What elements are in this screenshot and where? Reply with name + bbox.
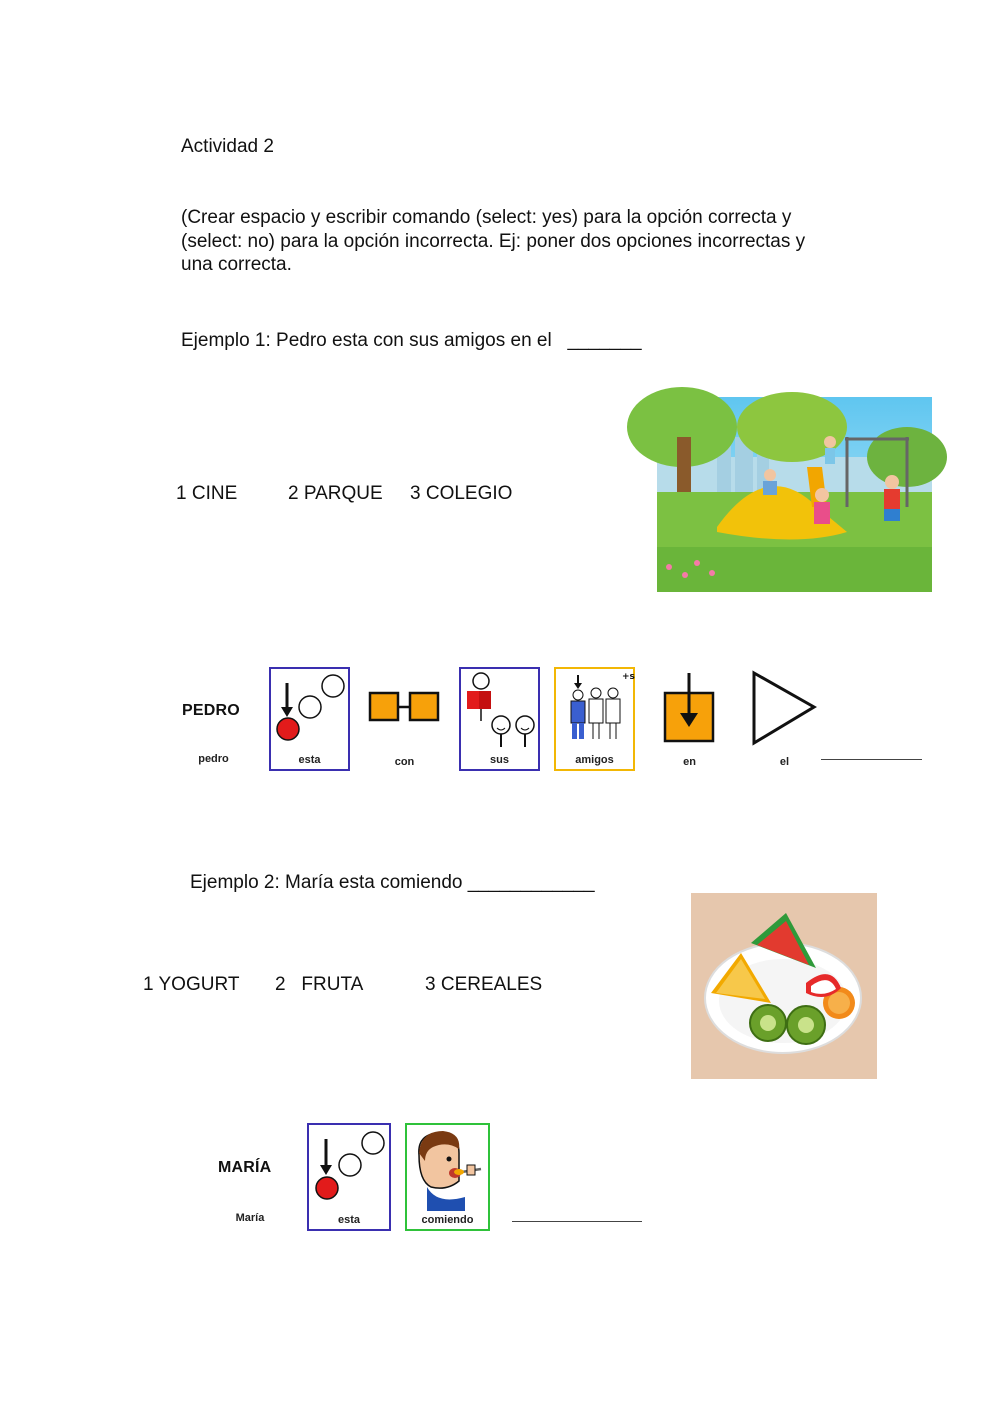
sus-caption: sus bbox=[490, 754, 509, 766]
en-icon bbox=[649, 667, 730, 749]
amigos-icon bbox=[556, 669, 633, 751]
example2-option-2[interactable]: 2 FRUTA bbox=[275, 974, 364, 995]
example2-answer-blank[interactable] bbox=[512, 1221, 642, 1222]
fruit-plate-illustration bbox=[691, 893, 877, 1079]
example1-option-3[interactable]: 3 COLEGIO bbox=[410, 483, 513, 504]
esta-icon bbox=[309, 1125, 389, 1211]
sus-icon bbox=[461, 669, 538, 751]
example1-prompt: Ejemplo 1: Pedro esta con sus amigos en el _______ bbox=[181, 330, 642, 351]
plural-mark: +s bbox=[622, 672, 635, 682]
con-icon bbox=[364, 667, 445, 749]
example1-answer-blank[interactable] bbox=[821, 759, 922, 760]
esta-pictogram-2[interactable] bbox=[307, 1123, 391, 1231]
amigos-caption: amigos bbox=[575, 754, 614, 766]
maria-caption: María bbox=[235, 1212, 265, 1224]
example2-option-1[interactable]: 1 YOGURT bbox=[143, 974, 240, 995]
con-caption: con bbox=[394, 756, 415, 768]
example1-option-2[interactable]: 2 PARQUE bbox=[288, 483, 383, 504]
example2-option-3[interactable]: 3 CEREALES bbox=[425, 974, 543, 995]
park-illustration bbox=[657, 397, 932, 592]
esta-caption-2: esta bbox=[337, 1214, 361, 1226]
el-caption: el bbox=[779, 756, 790, 768]
pedro-title: PEDRO bbox=[182, 702, 240, 719]
en-pictogram[interactable] bbox=[649, 667, 730, 771]
comiendo-pictogram[interactable] bbox=[405, 1123, 490, 1231]
activity-title: Actividad 2 bbox=[181, 136, 274, 157]
en-caption: en bbox=[683, 756, 696, 768]
eating-icon bbox=[407, 1125, 488, 1211]
el-pictogram[interactable] bbox=[744, 667, 825, 771]
el-icon bbox=[744, 667, 825, 749]
comiendo-caption: comiendo bbox=[421, 1214, 474, 1226]
esta-icon bbox=[271, 669, 348, 751]
instructions-text: (Crear espacio y escribir comando (select: yes) para la opción correcta y (select: no) para la opción incorrecta. Ej: poner dos opciones incorrectas y una correcta. bbox=[181, 207, 806, 275]
example1-option-1[interactable]: 1 CINE bbox=[176, 483, 238, 504]
sus-pictogram[interactable] bbox=[459, 667, 540, 771]
esta-pictogram[interactable] bbox=[269, 667, 350, 771]
maria-title: MARÍA bbox=[218, 1159, 272, 1176]
esta-caption: esta bbox=[298, 754, 321, 766]
example2-prompt: Ejemplo 2: María esta comiendo ____________ bbox=[190, 872, 595, 893]
amigos-pictogram[interactable] bbox=[554, 667, 635, 771]
pedro-caption: pedro bbox=[198, 753, 229, 765]
con-pictogram[interactable] bbox=[364, 667, 445, 771]
